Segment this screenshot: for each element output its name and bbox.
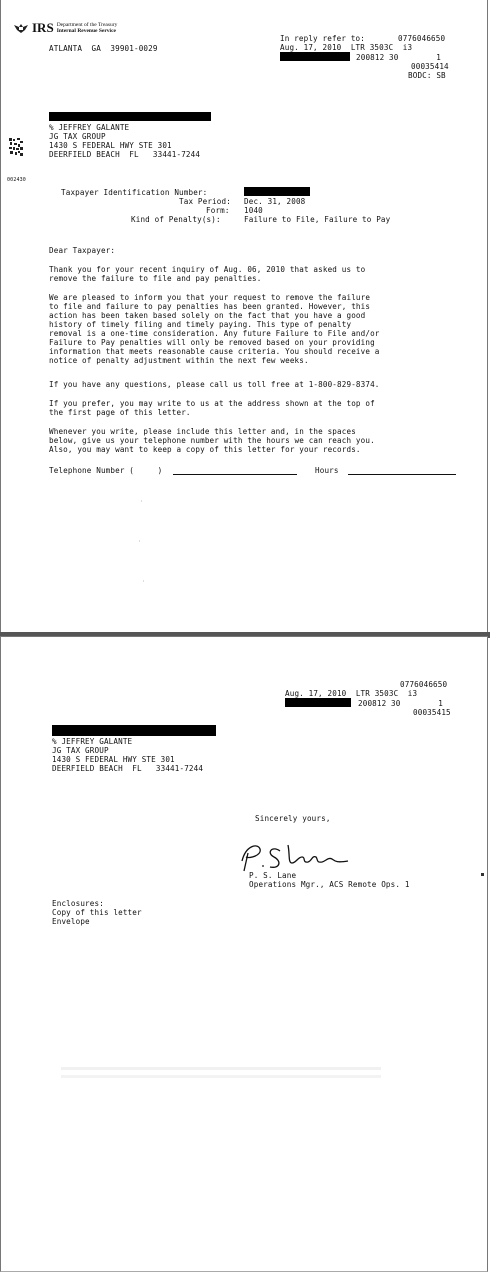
recipient-line4: DEERFIELD BEACH FL 33441-7244 <box>49 150 201 159</box>
p2-recipient-line1: % JEFFREY GALANTE <box>52 737 133 746</box>
letter-page-1 <box>0 0 488 634</box>
agency-department <box>57 22 118 34</box>
side-code: 002430 <box>7 177 26 183</box>
barcode-icon <box>9 138 23 156</box>
recipient-line1: % JEFFREY GALANTE <box>49 123 130 132</box>
scan-speck <box>141 500 142 502</box>
signature-image <box>236 835 356 875</box>
p2-recipient-line3: 1430 S FEDERAL HWY STE 301 <box>52 755 175 764</box>
scan-speck <box>481 873 484 876</box>
letter-page-2 <box>0 636 488 1272</box>
reply-ref-number: 0776046650 <box>398 34 446 43</box>
bodc-code: BODC: SB <box>408 71 446 80</box>
closing: Sincerely yours, <box>255 814 331 823</box>
scan-bleed <box>61 1067 381 1070</box>
penalty-kind-label: Kind of Penalty(s): <box>131 215 221 224</box>
irs-logo <box>13 22 117 34</box>
redaction-block <box>49 112 211 121</box>
enclosure-item: Copy of this letter <box>52 908 142 917</box>
redaction-block <box>285 698 351 707</box>
paragraph-granted: We are pleased to inform you that your request to remove the failure to file and failure to pay penalties has been granted. However, this action has been taken based solely on the fact that you have a good history of timely filing and timely paying. This type of penalty removal is a one-time consideration. Any future Failure to File and/or Failure to Pay penalties will only be removed based on your providing information that meets reasonable cause criteria. You should receive a notice of penalty adjustment within the next few weeks. <box>49 293 380 365</box>
telephone-field[interactable] <box>173 466 297 475</box>
date-line: Aug. 17, 2010 LTR 3503C i3 <box>280 43 413 52</box>
salutation: Dear Taxpayer: <box>49 246 116 255</box>
signer-name: P. S. Lane <box>249 871 297 880</box>
tin-label: Taxpayer Identification Number: <box>61 188 208 197</box>
scan-speck <box>143 580 144 582</box>
office-address: ATLANTA GA 39901-0029 <box>49 44 158 53</box>
enclosure-item: Envelope <box>52 917 90 926</box>
penalty-kind-value: Failure to File, Failure to Pay <box>244 215 391 224</box>
p2-code-line: 200812 30 1 <box>358 699 443 708</box>
p2-recipient-line2: JG TAX GROUP <box>52 746 109 755</box>
paragraph-write: If you prefer, you may write to us at the address shown at the top of the first page of this letter. <box>49 399 375 417</box>
reply-ref-label: In reply refer to: <box>280 34 365 43</box>
recipient-line2: JG TAX GROUP <box>49 132 106 141</box>
tax-period-value: Dec. 31, 2008 <box>244 197 306 206</box>
scan-speck <box>139 540 140 542</box>
redaction-block <box>52 725 216 736</box>
p2-date-line: Aug. 17, 2010 LTR 3503C i3 <box>285 689 418 698</box>
tax-period-label: Tax Period: <box>179 197 231 206</box>
paragraph-questions: If you have any questions, please call us toll free at 1-800-829-8374. <box>49 380 380 389</box>
p2-ref-number: 0776046650 <box>400 680 448 689</box>
form-value: 1040 <box>244 206 263 215</box>
paragraph-inquiry: Thank you for your recent inquiry of Aug. 06, 2010 that asked us to remove the failure to file and pay penalties. <box>49 265 366 283</box>
agency-name: IRS <box>32 20 54 35</box>
hours-label: Hours <box>315 466 339 475</box>
redaction-block <box>280 52 350 61</box>
code-number: 00035414 <box>411 62 449 71</box>
enclosures-label: Enclosures: <box>52 899 104 908</box>
p2-recipient-line4: DEERFIELD BEACH FL 33441-7244 <box>52 764 204 773</box>
paragraph-whenever: Whenever you write, please include this letter and, in the spaces below, give us your telephone number with the hours we can reach you. Also, you may want to keep a copy of this letter for your records. <box>49 427 375 454</box>
signer-title: Operations Mgr., ACS Remote Ops. 1 <box>249 880 410 889</box>
code-line: 200812 30 1 <box>356 53 441 62</box>
redaction-block <box>244 187 310 196</box>
telephone-label: Telephone Number ( ) <box>49 466 163 475</box>
scan-bleed <box>61 1075 381 1078</box>
recipient-line3: 1430 S FEDERAL HWY STE 301 <box>49 141 172 150</box>
hours-field[interactable] <box>348 466 456 475</box>
eagle-icon <box>13 23 29 34</box>
agency-dept-line2: Internal Revenue Service <box>56 28 116 34</box>
p2-code-number: 00035415 <box>413 708 451 717</box>
form-label: Form: <box>206 206 230 215</box>
agency-dept-line1: Department of the Treasury <box>56 22 118 28</box>
